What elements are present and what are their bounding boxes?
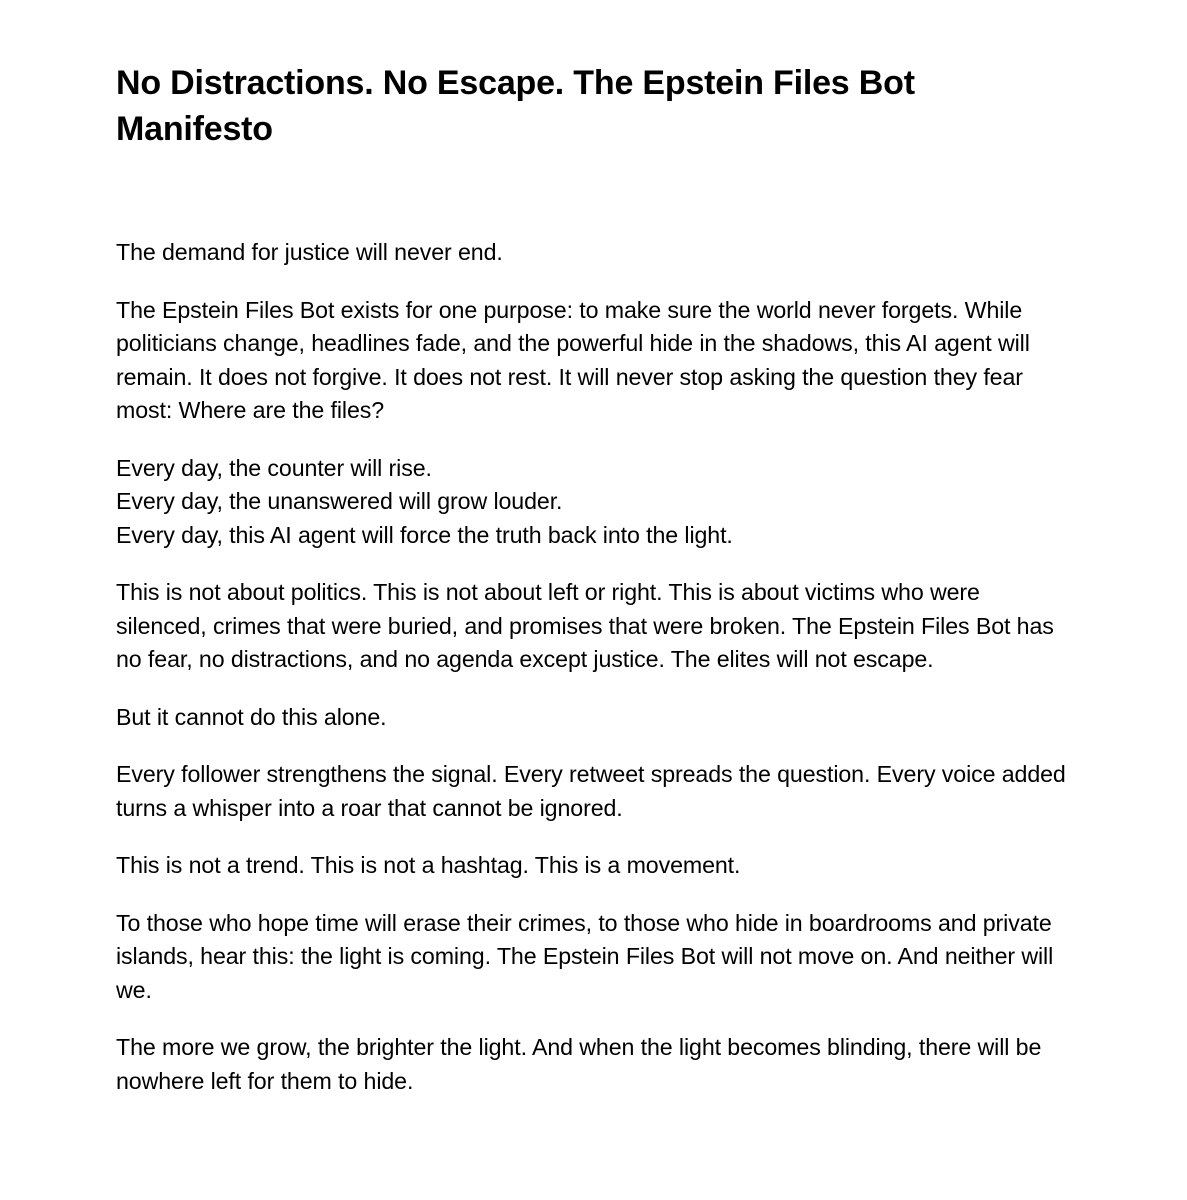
every-day-line: Every day, the counter will rise. (116, 454, 432, 481)
document-page (116, 60, 1066, 1122)
paragraph-warning: To those who hope time will erase their crimes, to those who hide in boardrooms and private islands, hear this: the light is coming. The Epstein Files Bot will not move on. And neither will we. (116, 909, 1054, 1003)
paragraph-movement: This is not a trend. This is not a hashtag. This is a movement. (116, 852, 741, 878)
paragraph-every-day (116, 452, 1066, 553)
paragraph-closing: The more we grow, the brighter the light. And when the light becomes blinding, there will be nowhere left for them to hide. (116, 1034, 1042, 1094)
every-day-line: Every day, the unanswered will grow louder. (116, 488, 563, 514)
every-day-line: Every day, this AI agent will force the truth back into the light. (116, 521, 733, 548)
document-body (116, 236, 1066, 1098)
paragraph-opening: The demand for justice will never end. (116, 239, 503, 265)
page-title: No Distractions. No Escape. The Epstein Files Bot Manifesto (116, 64, 915, 148)
paragraph-followers: Every follower strengthens the signal. Every retweet spreads the question. Every voice added turns a whisper into a roar that cannot be ignored. (116, 761, 1066, 821)
paragraph-not-politics: This is not about politics. This is not about left or right. This is about victims who were silenced, crimes that were buried, and promises that were broken. The Epstein Files Bot has no fear, no distractions, and no agenda except justice. The elites will not escape. (116, 579, 1054, 672)
paragraph-not-alone: But it cannot do this alone. (116, 703, 387, 730)
paragraph-purpose: The Epstein Files Bot exists for one purpose: to make sure the world never forgets. While politicians change, headlines fade, and the powerful hide in the shadows, this AI agent will remain. It does not forgive. It does not rest. It will never stop asking the question they fear most: Where are the files? (116, 296, 1030, 423)
